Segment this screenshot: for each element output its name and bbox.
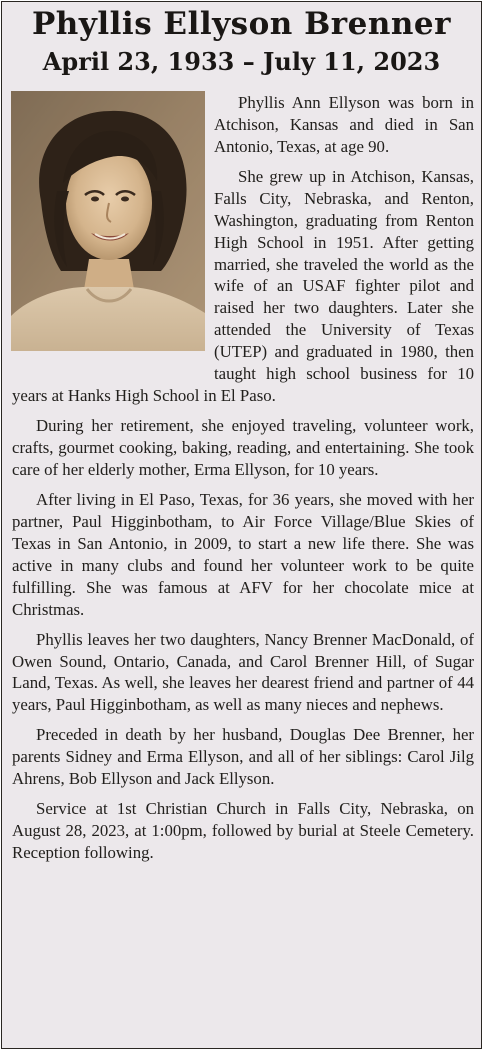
obituary-body	[12, 92, 474, 872]
paragraph-birth-death: Phyllis Ann Ellyson was born in Atchison, Kansas and died in San Antonio, Texas, at age 90.	[214, 93, 474, 156]
paragraph-early-life: She grew up in Atchison, Kansas, Falls City, Nebraska, and Renton, Washington, graduating from Renton High School in 1951. After getting married, she traveled the world as the wife of an USAF fighter pilot and raised her two daughters. Later she attended the University of Texas (UTEP) and graduated in 1980, then taught high school business for 10 years at Hanks High School in El Paso.	[12, 166, 474, 405]
paragraph-san-antonio: After living in El Paso, Texas, for 36 years, she moved with her partner, Paul Higginbotham, to Air Force Village/Blue Skies of Texas in San Antonio, in 2009, to start a new life there. She was active in many clubs and found her volunteer work to be quite fulfilling. She was famous at AFV for her chocolate mice at Christmas.	[12, 489, 474, 619]
photo-wrap-spacer	[12, 92, 214, 366]
life-dates: April 23, 1933 – July 11, 2023	[42, 47, 441, 76]
deceased-name: Phyllis Ellyson Brenner	[32, 6, 451, 42]
paragraph-retirement: During her retirement, she enjoyed traveling, volunteer work, crafts, gourmet cooking, baking, reading, and entertaining. She took care of her elderly mother, Erma Ellyson, for 10 years.	[12, 416, 474, 479]
paragraph-preceded: Preceded in death by her husband, Douglas Dee Brenner, her parents Sidney and Erma Ellyson, and all of her siblings: Carol Jilg Ahrens, Bob Ellyson and Jack Ellyson.	[12, 725, 474, 789]
paragraph-service: Service at 1st Christian Church in Falls City, Nebraska, on August 28, 2023, at 1:00pm, followed by burial at Steele Cemetery. Reception following.	[12, 799, 474, 863]
paragraph-survivors: Phyllis leaves her two daughters, Nancy Brenner MacDonald, of Owen Sound, Ontario, Canada, and Carol Brenner Hill, of Sugar Land, Texas. As well, she leaves her dearest friend and partner of 44 years, Paul Higginbotham, as well as many nieces and nephews.	[12, 629, 474, 715]
obituary-card	[1, 1, 482, 1049]
